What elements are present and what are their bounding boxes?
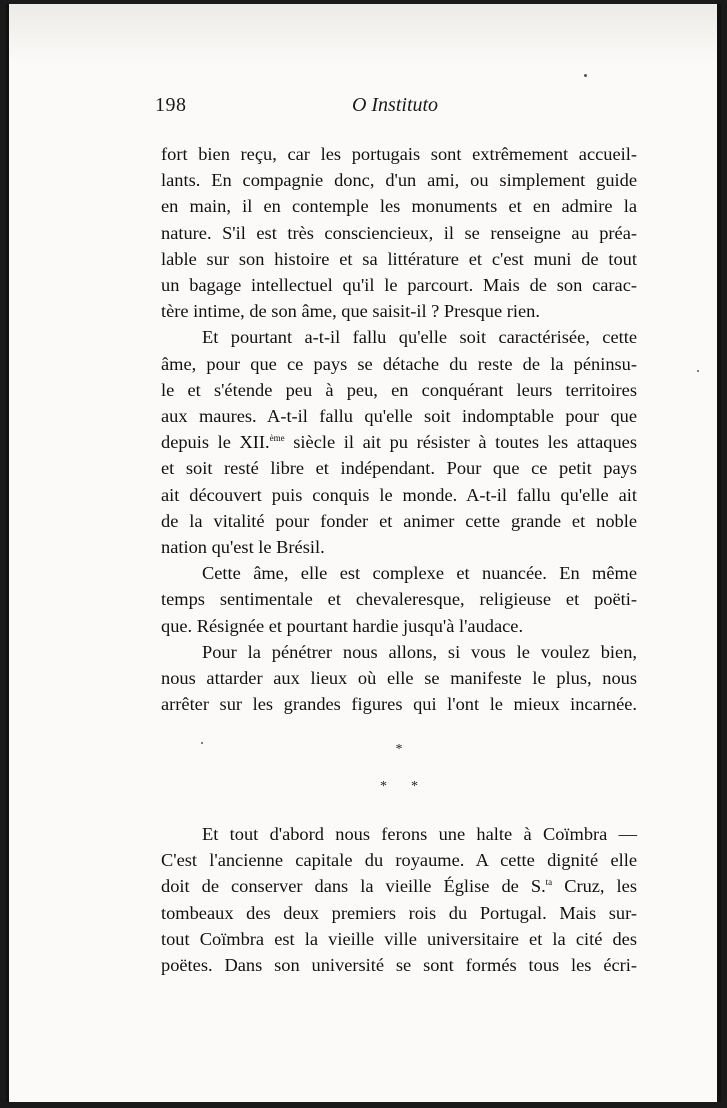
text-line: âme, pour que ce pays se détache du reste de la péninsu- bbox=[161, 353, 637, 374]
text-line: arrêter sur les grandes figures qui l'ont le mieux incarnée. bbox=[161, 694, 637, 715]
superscript: ème bbox=[269, 433, 285, 444]
text-line: Et tout d'abord nous ferons une halte à Coïmbra — bbox=[202, 824, 637, 844]
text-line: nation qu'est le Brésil. bbox=[161, 537, 325, 558]
text-line: de la vitalité pour fonder et animer cette grande et noble bbox=[161, 510, 637, 531]
text-line: lable sur son histoire et sa littérature et c'est muni de tout bbox=[161, 248, 637, 269]
text-line: Cette âme, elle est complexe et nuancée. En même bbox=[202, 563, 637, 584]
text-line bbox=[161, 873, 637, 899]
ink-speck bbox=[584, 74, 587, 77]
text-line: fort bien reçu, car les portugais sont extrêmement accueil- bbox=[161, 144, 637, 164]
superscript: ta bbox=[545, 877, 553, 888]
text-line: aux maures. A-t-il fallu qu'elle soit indomptable pour que bbox=[161, 406, 637, 427]
paragraph-4 bbox=[161, 639, 637, 718]
page-top-shading bbox=[9, 4, 717, 64]
text-line: que. Résignée et pourtant hardie jusqu'à l'audace. bbox=[161, 615, 524, 636]
text-line: poëtes. Dans son université se sont formés tous les écri- bbox=[161, 955, 637, 976]
text-line: ait découvert puis conquis le monde. A-t-il fallu qu'elle ait bbox=[161, 484, 637, 505]
section-separator-bottom bbox=[161, 779, 637, 795]
text-line: tout Coïmbra est la vieille ville universitaire et la cité des bbox=[161, 928, 637, 949]
page-number: 198 bbox=[155, 94, 187, 116]
text-line: un bagage intellectuel qu'il le parcourt. Mais de son carac- bbox=[161, 275, 637, 296]
text-line: Et pourtant a-t-il fallu qu'elle soit caractérisée, cette bbox=[202, 327, 637, 348]
text-segment: siècle il ait pu résister à toutes les attaques bbox=[284, 432, 637, 453]
text-segment: doit de conserver dans la vieille Église de S. bbox=[161, 876, 546, 897]
paragraph-1 bbox=[161, 141, 637, 324]
paragraph-5 bbox=[161, 821, 637, 978]
body-text bbox=[161, 141, 637, 717]
text-segment: Cruz, les bbox=[552, 876, 637, 897]
text-line: C'est l'ancienne capitale du royaume. A cette dignité elle bbox=[161, 850, 637, 871]
paragraph-3 bbox=[161, 560, 637, 639]
asterisk: * bbox=[380, 779, 387, 794]
text-line: Pour la pénétrer nous allons, si vous le voulez bien, bbox=[202, 641, 637, 662]
text-line: en main, il en contemple les monuments et en admire la bbox=[161, 196, 637, 217]
text-segment: depuis le XII. bbox=[161, 432, 270, 453]
text-line bbox=[161, 429, 637, 455]
text-line: lants. En compagnie donc, d'un ami, ou simplement guide bbox=[161, 170, 637, 191]
section-separator-top bbox=[161, 742, 637, 758]
page-header bbox=[155, 94, 635, 124]
asterisk: * bbox=[411, 779, 418, 794]
asterisk: * bbox=[395, 742, 403, 757]
text-line: nature. S'il est très consciencieux, il se renseigne au préa- bbox=[161, 222, 637, 243]
running-title: O Instituto bbox=[351, 94, 439, 116]
text-line: nous attarder aux lieux où elle se manifeste le plus, nous bbox=[161, 668, 637, 689]
text-line: tombeaux des deux premiers rois du Portugal. Mais sur- bbox=[161, 902, 637, 923]
paragraph-2 bbox=[161, 324, 637, 560]
text-line: tère intime, de son âme, que saisit-il ? Presque rien. bbox=[161, 301, 540, 322]
text-line: temps sentimentale et chevaleresque, religieuse et poëti- bbox=[161, 589, 637, 610]
text-line: et soit resté libre et indépendant. Pour que ce petit pays bbox=[161, 458, 637, 479]
ink-speck bbox=[697, 370, 699, 372]
text-line: le et s'étende peu à peu, en conquérant leurs territoires bbox=[161, 379, 637, 400]
